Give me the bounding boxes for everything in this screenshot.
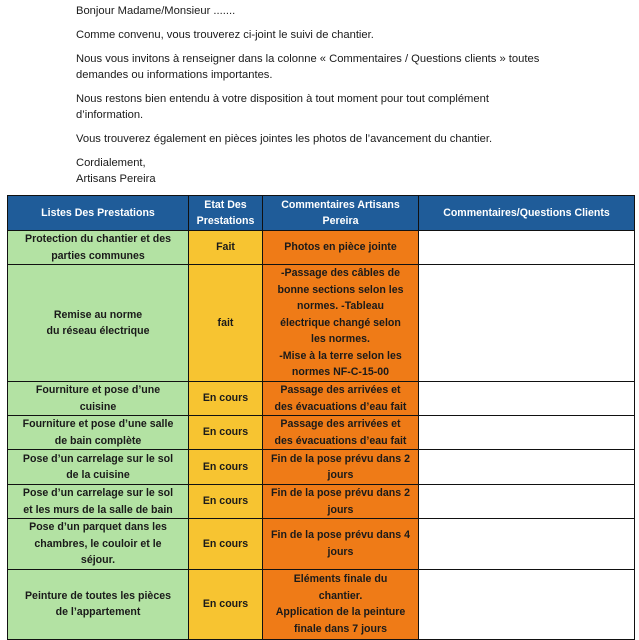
prestation-cell: Fourniture et pose d’une salle de bain complète	[8, 416, 189, 450]
client-comment-cell[interactable]	[419, 382, 635, 416]
intro-line: Comme convenu, vous trouverez ci-joint le suivi de chantier.	[76, 29, 374, 41]
status-cell: En cours	[189, 519, 263, 570]
header-prestations: Listes Des Prestations	[8, 196, 189, 231]
status-cell: En cours	[189, 382, 263, 416]
prestation-cell: Pose d’un carrelage sur le sol de la cuisine	[8, 450, 189, 485]
client-comment-cell[interactable]	[419, 485, 635, 519]
availability-line-2: d’information.	[76, 109, 144, 121]
availability-line-1: Nous restons bien entendu à votre disposition à tout moment pour tout complément	[76, 93, 489, 105]
header-commentaires-clients: Commentaires/Questions Clients	[419, 196, 635, 231]
status-cell: En cours	[189, 485, 263, 519]
table-row	[8, 485, 635, 519]
header-etat: Etat Des Prestations	[189, 196, 263, 231]
status-cell: En cours	[189, 450, 263, 485]
invitation-paragraph	[76, 51, 539, 83]
table-row	[8, 569, 635, 639]
client-comment-cell[interactable]	[419, 416, 635, 450]
artisan-comment-cell: Fin de la pose prévu dans 4 jours	[263, 519, 419, 570]
header-commentaires-artisans: Commentaires Artisans Pereira	[263, 196, 419, 231]
table-body	[8, 231, 635, 640]
prestation-cell: Pose d’un parquet dans les chambres, le couloir et le séjour.	[8, 519, 189, 570]
table-row	[8, 416, 635, 450]
table-header-row	[8, 196, 635, 231]
greeting: Bonjour Madame/Monsieur .......	[76, 5, 236, 17]
artisan-comment-cell: Passage des arrivées et des évacuations d’eau fait	[263, 416, 419, 450]
status-cell: Fait	[189, 231, 263, 265]
status-cell: En cours	[189, 416, 263, 450]
table-row	[8, 231, 635, 265]
prestation-cell: Remise au norme du réseau électrique	[8, 265, 189, 382]
table-row	[8, 382, 635, 416]
artisan-comment-cell: -Passage des câbles de bonne sections selon les normes. -Tableau électrique changé selon les normes. -Mise à la terre selon les normes NF-C-15-00	[263, 265, 419, 382]
client-comment-cell[interactable]	[419, 450, 635, 485]
prestation-cell: Protection du chantier et des parties communes	[8, 231, 189, 265]
prestation-cell: Pose d’un carrelage sur le sol et les murs de la salle de bain	[8, 485, 189, 519]
status-cell: En cours	[189, 569, 263, 639]
signature: Artisans Pereira	[76, 173, 156, 185]
invitation-line-2: demandes ou informations importantes.	[76, 69, 273, 81]
client-comment-cell[interactable]	[419, 231, 635, 265]
suivi-chantier-table	[7, 195, 635, 640]
closing: Cordialement,	[76, 157, 146, 169]
table-row	[8, 265, 635, 382]
signature-block	[76, 155, 156, 187]
invitation-line-1: Nous vous invitons à renseigner dans la colonne « Commentaires / Questions clients » toutes	[76, 53, 540, 65]
artisan-comment-cell: Passage des arrivées et des évacuations d’eau fait	[263, 382, 419, 416]
availability-paragraph	[76, 91, 489, 123]
artisan-comment-cell: Fin de la pose prévu dans 2 jours	[263, 450, 419, 485]
status-cell: fait	[189, 265, 263, 382]
photos-line: Vous trouverez également en pièces jointes les photos de l’avancement du chantier.	[76, 133, 493, 145]
client-comment-cell[interactable]	[419, 519, 635, 570]
table-row	[8, 519, 635, 570]
artisan-comment-cell: Fin de la pose prévu dans 2 jours	[263, 485, 419, 519]
artisan-comment-cell: Photos en pièce jointe	[263, 231, 419, 265]
client-comment-cell[interactable]	[419, 265, 635, 382]
artisan-comment-cell: Eléments finale du chantier. Application de la peinture finale dans 7 jours	[263, 569, 419, 639]
prestation-cell: Fourniture et pose d’une cuisine	[8, 382, 189, 416]
table-row	[8, 450, 635, 485]
client-comment-cell[interactable]	[419, 569, 635, 639]
prestation-cell: Peinture de toutes les pièces de l’appartement	[8, 569, 189, 639]
